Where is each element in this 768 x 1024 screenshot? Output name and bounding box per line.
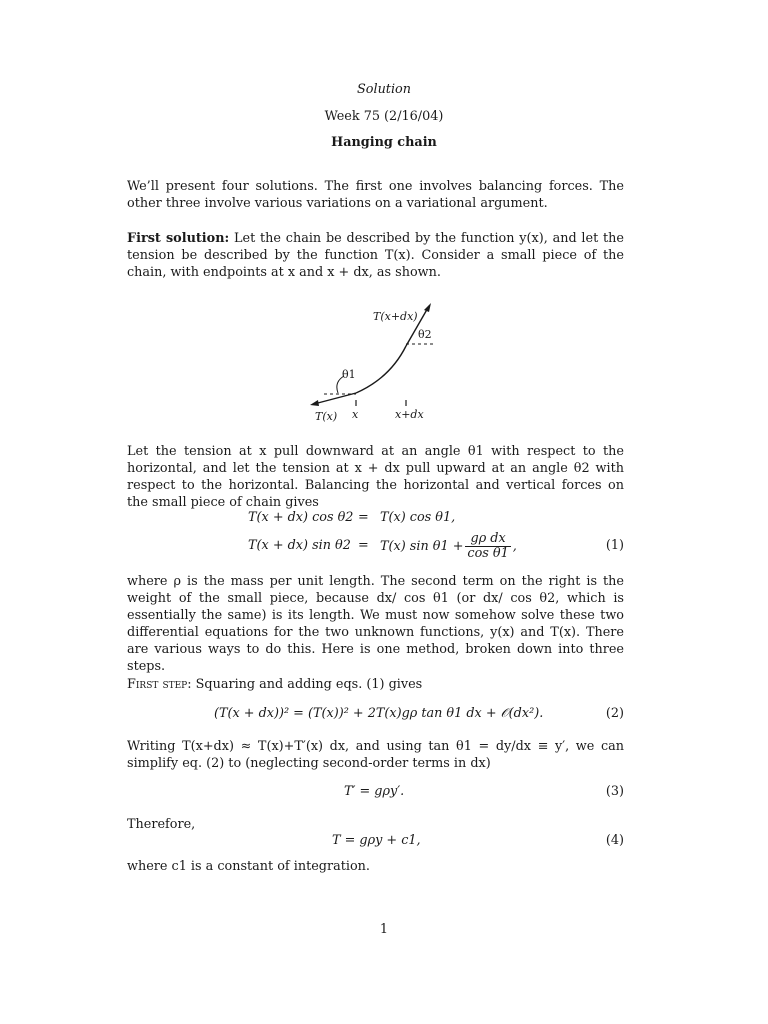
eq1-eqsign-1: =	[358, 510, 369, 525]
eq1-eqsign-2: =	[358, 538, 369, 553]
mass-paragraph: where ρ is the mass per unit length. The second term on the right is the weight of the small piece, because dx/ cos θ1 (or dx/ cos θ2, which is essentially the same) is its length. We must now somehow solve these two differential equations for the two unknown functions, y(x) and T(x). There are various ways to do this. Here is one method, broken down into three steps.	[127, 574, 624, 674]
first-step-paragraph	[127, 676, 624, 693]
label-x-dx: x+dx	[395, 408, 424, 421]
chain-curve	[356, 346, 406, 393]
first-solution-label: First solution:	[127, 231, 230, 246]
week-line: Week 75 (2/16/04)	[324, 109, 444, 124]
label-theta1: θ1	[342, 368, 356, 381]
first-step-label: First step:	[127, 677, 192, 692]
first-solution-text: Let the chain be described by the function y(x), and let the tension be described by the function T(x). Consider a small piece of the chain, with endpoints at x and x + dx, as shown.	[127, 231, 624, 280]
eq4-number: (4)	[605, 833, 624, 848]
constant-paragraph: where c1 is a constant of integration.	[127, 859, 370, 874]
eq1-r2a: T(x) sin θ1 +	[380, 538, 464, 554]
eq1-frac-den: cos θ1	[467, 545, 509, 561]
tension-top-arrowhead	[424, 303, 431, 312]
eq1-left-2: T(x + dx) sin θ2	[248, 538, 351, 553]
chain-figure	[300, 298, 460, 428]
intro-paragraph: We’ll present four solutions. The first one involves balancing forces. The other three involve various variations on a variational argument.	[127, 179, 624, 211]
solution-heading: Solution	[357, 82, 411, 97]
label-theta2: θ2	[418, 328, 432, 341]
tension-bottom-arrowhead	[310, 400, 319, 406]
eq1-number: (1)	[605, 538, 624, 553]
first-step-text: Squaring and adding eqs. (1) gives	[195, 677, 423, 692]
page-number: 1	[379, 922, 389, 937]
first-solution-paragraph	[127, 230, 624, 281]
eq3: T′ = gρy′.	[344, 784, 405, 799]
eq3-number: (3)	[605, 784, 624, 799]
eq4: T = gρy + c1,	[332, 833, 421, 848]
eq1-r2b: ,	[512, 538, 517, 554]
eq1-fraction	[465, 532, 510, 561]
eq1-frac-num: gρ dx	[465, 532, 510, 547]
writing-paragraph: Writing T(x+dx) ≈ T(x)+T′(x) dx, and using tan θ1 = dy/dx ≡ y′, we can simplify eq. (2) to (neglecting second-order terms in dx)	[127, 739, 624, 771]
label-t-top: T(x+dx)	[373, 310, 418, 323]
therefore-text: Therefore,	[127, 817, 196, 832]
eq2: (T(x + dx))² = (T(x))² + 2T(x)gρ tan θ1 dx + 𝒪(dx²).	[214, 706, 544, 721]
eq1-right-1: T(x) cos θ1,	[380, 510, 456, 525]
eq2-number: (2)	[605, 706, 624, 721]
tension-bottom-arrow	[314, 393, 356, 404]
label-x: x	[352, 408, 359, 421]
balance-paragraph: Let the tension at x pull downward at an angle θ1 with respect to the horizontal, and let the tension at x + dx pull upward at an angle θ2 with respect to the horizontal. Balancing the horizontal and vertical forces on the small piece of chain gives	[127, 444, 624, 510]
eq1-right-2	[380, 528, 517, 564]
label-t-bottom: T(x)	[315, 410, 338, 423]
page-title: Hanging chain	[331, 135, 437, 150]
eq1-left-1: T(x + dx) cos θ2	[248, 510, 354, 525]
